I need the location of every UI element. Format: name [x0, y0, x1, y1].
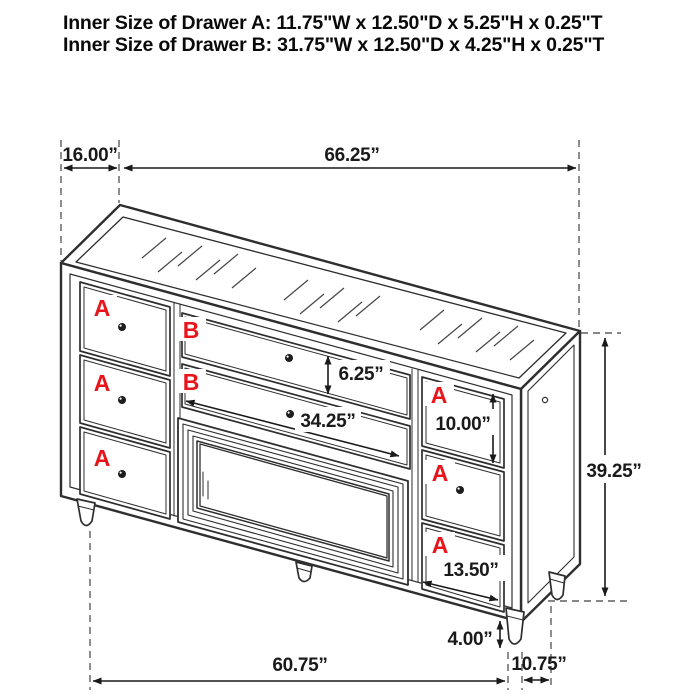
label-drawer-a1: A: [93, 295, 111, 321]
dim-top-width-label: 66.25”: [324, 145, 380, 166]
label-drawer-a3: A: [93, 445, 111, 471]
label-drawer-a6: A: [431, 532, 449, 558]
title-line-a: Inner Size of Drawer A: 11.75"W x 12.50"D x 5.25"H x 0.25"T: [63, 12, 603, 34]
dim-drawer-b-height-label: 6.25”: [338, 364, 384, 385]
dim-overall-height-label: 39.25”: [586, 461, 642, 482]
dim-drawer-b-width-label: 34.25”: [300, 411, 356, 432]
dim-leg-height-label: 4.00”: [447, 629, 493, 650]
label-drawer-b1: B: [182, 317, 200, 343]
leg-back-right: [549, 572, 565, 600]
dim-base-width-label: 60.75”: [272, 655, 328, 676]
label-drawer-a5: A: [431, 460, 449, 486]
label-drawer-a2: A: [93, 370, 111, 396]
label-drawer-b2: B: [182, 369, 200, 395]
leg-front-left: [77, 499, 95, 526]
label-drawer-a4: A: [430, 382, 448, 408]
dim-drawer-a-height-label: 10.00”: [435, 414, 491, 435]
dim-base-depth-label: 10.75”: [511, 654, 567, 675]
dim-bottom-drawer-width-label: 13.50”: [443, 560, 499, 581]
dim-top-depth-label: 16.00”: [62, 145, 118, 166]
leg-front-right: [506, 608, 524, 644]
title-line-b: Inner Size of Drawer B: 31.75"W x 12.50"D x 4.25"H x 0.25"T: [63, 34, 605, 56]
